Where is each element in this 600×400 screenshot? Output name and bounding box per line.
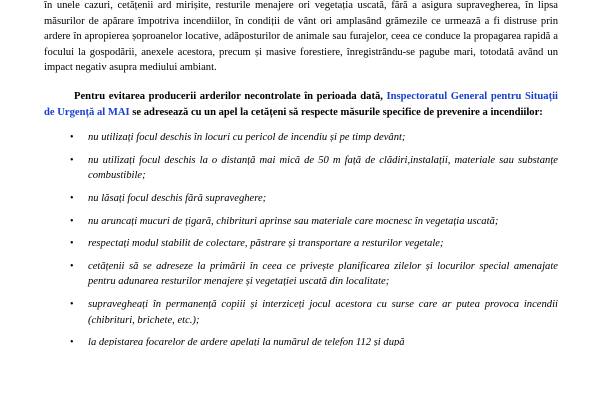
bullet-icon: • [70,215,74,227]
prevention-measures-list [44,130,558,346]
bullet-icon: • [70,132,74,144]
list-item [44,259,558,290]
lead-text-part3: cu un apel la cetățeni să respecte măsurile specifice de prevenire a incendiilor: [190,106,543,118]
list-item [44,153,558,184]
list-item [44,191,558,207]
list-item-text: nu utilizați focul deschis la o distanță mai mică de 50 m față de clădiri,instalații, materiale sau substanțe combustibile; [88,154,558,182]
list-item [44,335,558,346]
list-item-text: supravegheați în permanență copiii și interziceți jocul acestora cu surse care ar putea provoca incendii (chibrituri, brichete, etc.); [88,298,558,326]
lead-text-part2: se adresează [132,106,189,118]
list-item-text: respectați modul stabilit de colectare, păstrare și transportare a resturilor vegetale; [88,238,444,250]
list-item-text: la depistarea focarelor de ardere apelați la numărul de telefon 112 și după [88,337,405,347]
paragraph-lead [44,89,558,120]
list-item [44,130,558,146]
paragraph-intro: în unele cazuri, cetățenii ard mirișite, resturile menajere ori vegetația uscată, fără a asigura supravegherea, în lipsa măsurilor de apărare împotriva incendiilor, în condiții de vânt ori amplasând grămezile ce urmează a fi distruse prin ardere în apropierea șoproanelor locative, adăposturilor de animale sau furajelor, ceea ce conduce la propagarea rapidă a focului la gospodării, anexele acestora, precum și masive forestiere, înregistrându-se pagube mari, totodată având un impact negativ asupra mediului ambiant. [44,0,558,74]
bullet-icon: • [70,154,74,166]
list-item-text: nu aruncați mucuri de țigară, chibrituri aprinse sau materiale care mocnesc în vegetația uscată; [88,215,499,227]
list-item [44,297,558,328]
list-item [44,214,558,230]
bullet-icon: • [70,298,74,310]
bullet-icon: • [70,192,74,204]
list-item-text: cetățenii să se adreseze la primării în ceea ce privește planificarea zilelor și locurilor special amenajate pentru adunarea resturilor menajere și vegetației uscată din localitate; [88,260,558,288]
list-item-text: nu lăsați focul deschis fără supraveghere; [88,192,267,204]
bullet-icon: • [70,260,74,272]
list-item-text: nu utilizați focul deschis în locuri cu pericol de incendiu și pe timp devânt; [88,132,406,144]
organization-link[interactable]: Inspectoratul General pentru Situații de Urgență al MAI [44,90,558,118]
lead-text-part1: Pentru evitarea producerii arderilor necontrolate în perioada dată, [74,90,383,102]
list-item [44,236,558,252]
bullet-icon: • [70,337,74,347]
bullet-icon: • [70,238,74,250]
